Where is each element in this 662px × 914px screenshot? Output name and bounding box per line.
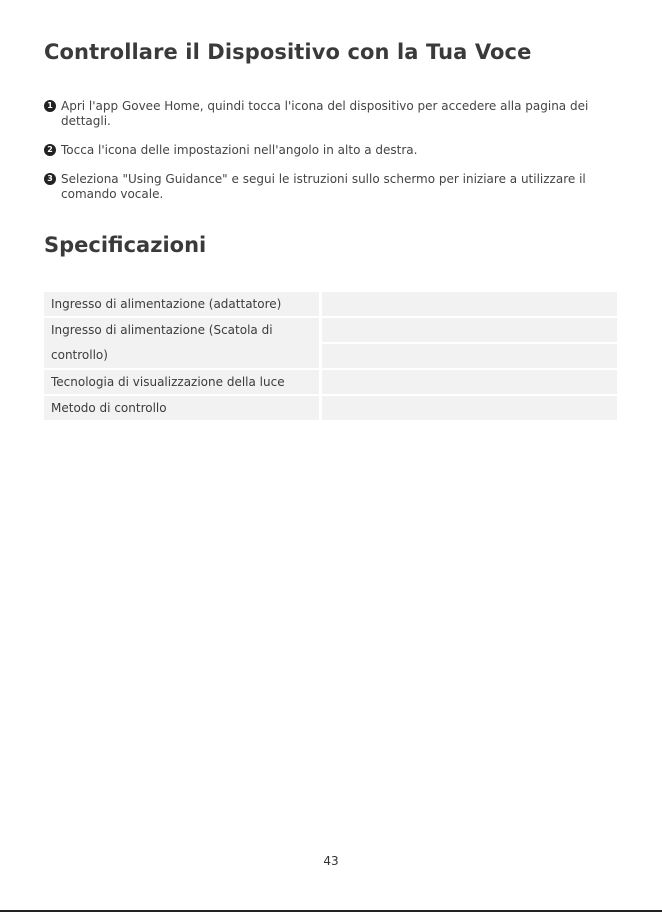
table-row (44, 396, 617, 420)
step-text: Seleziona "Using Guidance" e segui le istruzioni sullo schermo per iniziare a utilizzare il comando vocale. (61, 172, 586, 201)
spec-value-cell (322, 318, 617, 342)
step-text: Tocca l'icona delle impostazioni nell'angolo in alto a destra. (61, 143, 418, 157)
spec-table (44, 292, 617, 422)
table-row (44, 292, 617, 316)
step-item (44, 143, 609, 158)
spec-value (322, 318, 617, 368)
step-number-icon: 2 (44, 144, 56, 156)
section-title-voice-control: Controllare il Dispositivo con la Tua Voce (44, 40, 532, 64)
step-number-icon: 1 (44, 100, 56, 112)
step-text: Apri l'app Govee Home, quindi tocca l'icona del dispositivo per accedere alla pagina dei dettagli. (61, 99, 589, 128)
voice-steps-list (44, 99, 609, 216)
step-item (44, 99, 609, 129)
spec-label: Metodo di controllo (44, 396, 319, 420)
spec-value (322, 370, 617, 394)
step-number-icon: 3 (44, 173, 56, 185)
step-item (44, 172, 609, 202)
spec-label: Ingresso di alimentazione (Scatola di controllo) (44, 318, 319, 368)
spec-value-cell (322, 344, 617, 368)
table-row (44, 318, 617, 368)
table-row (44, 370, 617, 394)
spec-label: Tecnologia di visualizzazione della luce (44, 370, 319, 394)
section-title-specifications: Specificazioni (44, 233, 207, 257)
spec-label: Ingresso di alimentazione (adattatore) (44, 292, 319, 316)
spec-value (322, 292, 617, 316)
page-number: 43 (323, 854, 339, 868)
bottom-divider (0, 910, 662, 912)
spec-value (322, 396, 617, 420)
